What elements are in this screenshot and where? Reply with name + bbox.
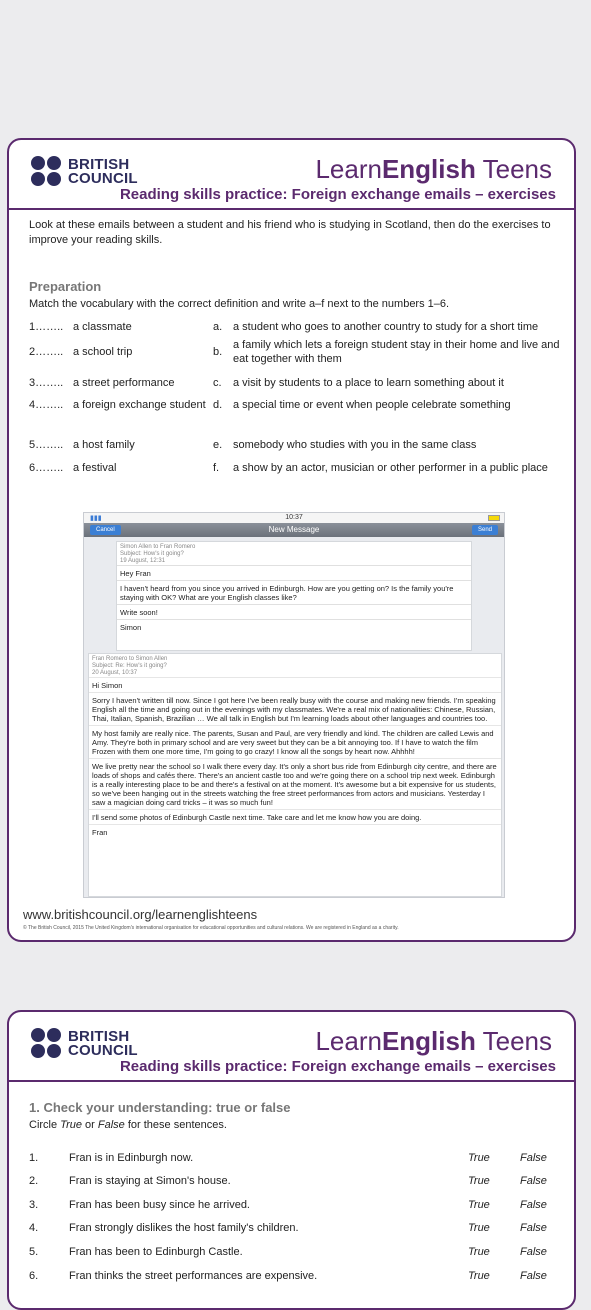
- logo-line-1: BRITISH: [68, 1027, 130, 1045]
- question-number: 2.: [29, 1175, 39, 1187]
- email-date: 20 August, 10:37: [92, 670, 138, 676]
- email-greeting: Hi Simon: [89, 677, 501, 692]
- bc-dots-icon: [31, 156, 62, 187]
- vocab-word: a festival: [73, 462, 117, 474]
- email-from: Simon Allen to Fran Romero: [120, 544, 196, 550]
- worksheet-subtitle: Reading skills practice: Foreign exchange emails – exercises: [119, 186, 556, 203]
- question-row: [29, 1270, 556, 1282]
- learnenglish-teens-logo: LearnEnglish Teens: [315, 1026, 552, 1056]
- signal-icon: ▮▮▮: [90, 515, 102, 522]
- definition-letter: f.: [213, 462, 220, 474]
- email-signature: Fran: [89, 824, 501, 839]
- logo-line-2: COUNCIL: [68, 1041, 138, 1059]
- bc-dots-icon: [31, 1028, 62, 1059]
- vocab-number[interactable]: 3……..: [29, 377, 64, 389]
- preparation-heading: Preparation: [29, 279, 102, 294]
- question-row: [29, 1222, 556, 1234]
- false-option[interactable]: False: [520, 1152, 547, 1164]
- vocab-row: [29, 438, 564, 452]
- send-button[interactable]: Send: [472, 525, 498, 535]
- question-text: Fran thinks the street performances are expensive.: [69, 1270, 318, 1282]
- phone-time: 10:37: [285, 514, 303, 521]
- question-number: 6.: [29, 1270, 39, 1282]
- question-number: 4.: [29, 1222, 39, 1234]
- worksheet-subtitle: Reading skills practice: Foreign exchange emails – exercises: [119, 1058, 556, 1075]
- definition-letter: b.: [213, 346, 223, 358]
- vocab-number[interactable]: 5……..: [29, 439, 64, 451]
- vocab-row: [29, 398, 564, 412]
- email-subject: Subject: How's it going?: [120, 551, 184, 557]
- email-simon: [116, 541, 472, 651]
- learnenglish-teens-logo: LearnEnglish Teens: [315, 154, 552, 184]
- email-paragraph: Sorry I haven't written till now. Since I got here I've been really busy with the course and making new friends. I'm speaking English all the time and going out in the evenings with my classmates. We're a real mix of nationalities: Chinese, Russian, Thai, Italian, Spanish, Brazilian … We all talk in English but I'm learning loads about other languages and countries too.: [89, 692, 501, 725]
- vocab-row: [29, 338, 564, 366]
- email-body: I haven't heard from you since you arrived in Edinburgh. How are you getting on? Is the family you're staying with OK? What are your English classes like?: [117, 580, 471, 604]
- email-date: 19 August, 12:31: [120, 558, 166, 564]
- true-option[interactable]: True: [468, 1246, 490, 1258]
- question-text: Fran has been busy since he arrived.: [69, 1199, 250, 1211]
- logo-line-1: BRITISH: [68, 155, 130, 173]
- definition-letter: e.: [213, 439, 223, 451]
- exercise-instruction: Circle True or False for these sentences.: [29, 1119, 227, 1131]
- new-message-title: New Message: [268, 525, 320, 534]
- question-text: Fran strongly dislikes the host family's children.: [69, 1222, 299, 1234]
- question-text: Fran has been to Edinburgh Castle.: [69, 1246, 243, 1258]
- vocab-definition: a visit by students to a place to learn something about it: [233, 377, 504, 389]
- email-greeting: Hey Fran: [117, 565, 471, 580]
- vocab-word: a classmate: [73, 321, 132, 333]
- vocab-definition: a show by an actor, musician or other performer in a public place: [233, 462, 548, 474]
- false-option[interactable]: False: [520, 1199, 547, 1211]
- exercise-heading: 1. Check your understanding: true or false: [29, 1100, 291, 1115]
- question-row: [29, 1152, 556, 1164]
- vocab-word: a host family: [73, 439, 135, 451]
- question-row: [29, 1246, 556, 1258]
- vocab-definition: a special time or event when people celebrate something: [233, 399, 511, 411]
- question-number: 3.: [29, 1199, 39, 1211]
- vocab-definition: a student who goes to another country to study for a short time: [233, 321, 539, 333]
- question-number: 5.: [29, 1246, 39, 1258]
- false-option[interactable]: False: [520, 1246, 547, 1258]
- vocab-definition: somebody who studies with you in the same class: [233, 439, 477, 451]
- vocab-row: [29, 376, 564, 390]
- british-council-logo: [31, 156, 138, 187]
- false-option[interactable]: False: [520, 1270, 547, 1282]
- true-option[interactable]: True: [468, 1152, 490, 1164]
- cancel-button[interactable]: Cancel: [90, 525, 121, 535]
- email-signature: Simon: [117, 619, 471, 634]
- message-nav-bar: [84, 523, 504, 537]
- email-paragraph: We live pretty near the school so I walk there every day. It's only a short bus ride from Edinburgh city centre, and there are loads of shops and cafés there. There's an ancient castle too and we're going there on a school trip next week. Edinburgh is a really interesting place to be and there's a festival on at the moment. It's awesome but a bit expensive for us students, so we've been hanging out in the streets watching the free street performances from actors and musicians. Yesterday I saw a magician doing card tricks – it was so much fun!: [89, 758, 501, 809]
- email-from: Fran Romero to Simon Allen: [92, 656, 168, 662]
- false-option[interactable]: False: [520, 1175, 547, 1187]
- vocab-number[interactable]: 2……..: [29, 346, 64, 358]
- question-text: Fran is staying at Simon's house.: [69, 1175, 231, 1187]
- email-phone-screenshot: [83, 512, 505, 898]
- vocab-word: a foreign exchange student: [73, 399, 206, 411]
- footer-copyright: © The British Council, 2015 The United Kingdom's international organisation for educational opportunities and cultural relations. We are registered in England as a charity.: [23, 925, 399, 931]
- vocab-word: a street performance: [73, 377, 175, 389]
- email-paragraph: I'll send some photos of Edinburgh Castle next time. Take care and let me know how you are doing.: [89, 809, 501, 824]
- worksheet-page-1: [7, 138, 576, 942]
- definition-letter: d.: [213, 399, 223, 411]
- question-text: Fran is in Edinburgh now.: [69, 1152, 194, 1164]
- email-fran: [88, 653, 502, 897]
- preparation-instruction: Match the vocabulary with the correct definition and write a–f next to the numbers 1–6.: [29, 298, 450, 310]
- page-header: [9, 1012, 574, 1080]
- definition-letter: c.: [213, 377, 222, 389]
- vocab-word: a school trip: [73, 346, 133, 358]
- vocab-table: [9, 320, 574, 490]
- email-paragraph: My host family are really nice. The parents, Susan and Paul, are very friendly and kind. The children are called Lewis and Amy. They're both in primary school and are very sweet but they can be a bit annoying too. If I have to watch the film Frozen with them one more time, I'm going to go crazy! I know all the songs by heart now. Ahhhh!: [89, 725, 501, 758]
- false-option[interactable]: False: [520, 1222, 547, 1234]
- question-row: [29, 1199, 556, 1211]
- true-option[interactable]: True: [468, 1199, 490, 1211]
- true-option[interactable]: True: [468, 1175, 490, 1187]
- question-number: 1.: [29, 1152, 39, 1164]
- phone-status-bar: [84, 513, 504, 523]
- email-subject: Subject: Re: How's it going?: [92, 663, 167, 669]
- true-option[interactable]: True: [468, 1222, 490, 1234]
- vocab-definition: a family which lets a foreign student stay in their home and live and eat together with them: [233, 339, 560, 365]
- vocab-number[interactable]: 1……..: [29, 321, 64, 333]
- intro-text: Look at these emails between a student and his friend who is studying in Scotland, then do the exercises to improve your reading skills.: [29, 219, 551, 246]
- british-council-logo: [31, 1028, 138, 1059]
- vocab-number[interactable]: 4……..: [29, 399, 64, 411]
- vocab-number[interactable]: 6……..: [29, 462, 64, 474]
- true-option[interactable]: True: [468, 1270, 490, 1282]
- page-gap-top: [0, 0, 591, 138]
- question-row: [29, 1175, 556, 1187]
- page-header: [9, 140, 574, 208]
- footer-url[interactable]: www.britishcouncil.org/learnenglishteens: [23, 907, 258, 922]
- vocab-row: [29, 320, 564, 334]
- worksheet-page-2: [7, 1010, 576, 1310]
- battery-icon: [488, 515, 500, 521]
- logo-line-2: COUNCIL: [68, 169, 138, 187]
- vocab-row: [29, 461, 564, 475]
- definition-letter: a.: [213, 321, 223, 333]
- email-closing: Write soon!: [117, 604, 471, 619]
